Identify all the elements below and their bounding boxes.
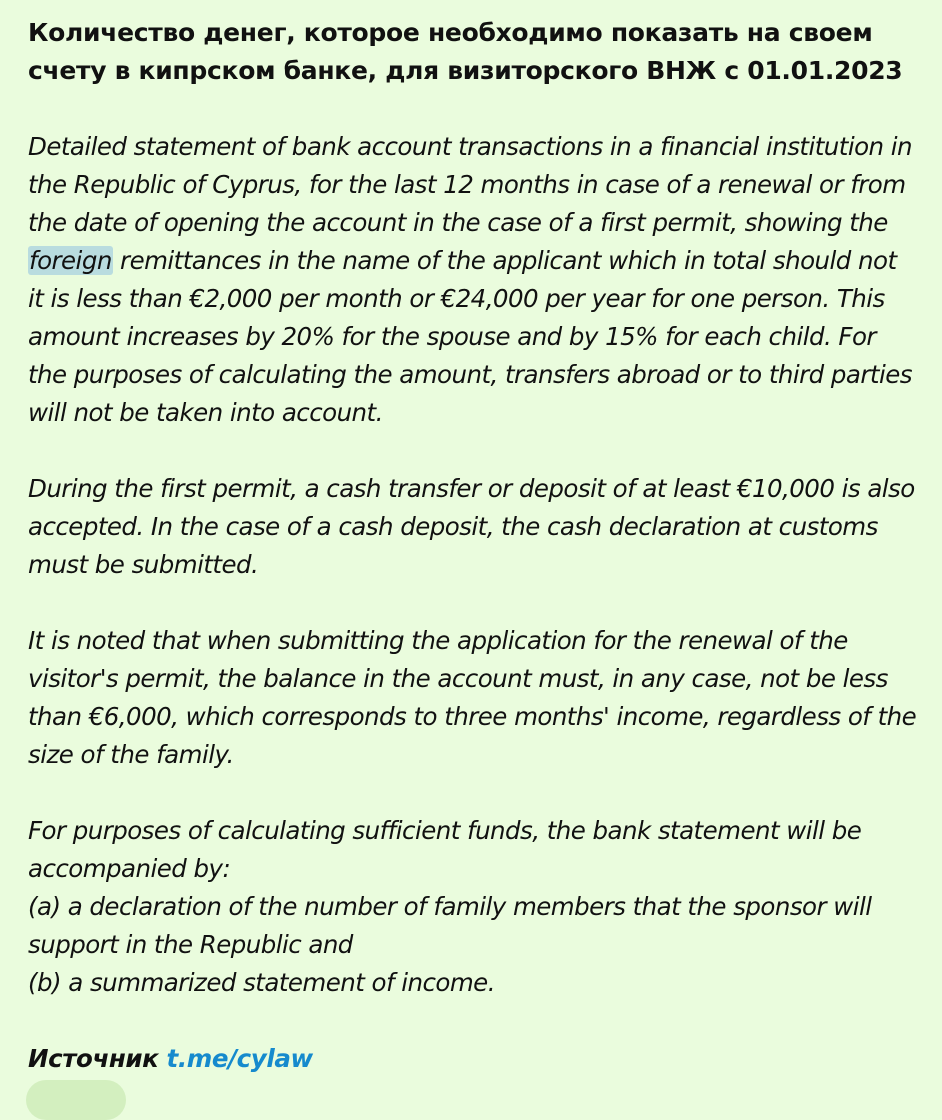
spacer (28, 774, 918, 812)
paragraph-first-permit: During the first permit, a cash transfer or deposit of at least €10,000 is also accepted. In the case of a cash deposit, the cash declaration at customs must be submitted. (28, 474, 915, 579)
spacer (28, 1002, 918, 1040)
spacer (28, 90, 918, 128)
paragraph-supporting-documents: For purposes of calculating sufficient funds, the bank statement will be accompanied by: (a) a declaration of the number of family members that the sponsor will support in the Republic and (b) a summarized statement of income. (28, 816, 872, 997)
source-link[interactable]: t.me/cylaw (166, 1044, 313, 1073)
message-content (28, 14, 918, 1078)
message-title: Количество денег, которое необходимо показать на своем счету в кипрском банке, для визиторского ВНЖ с 01.01.2023 (28, 18, 903, 85)
paragraph-text-end: remittances in the name of the applicant which in total should not it is less than €2,000 per month or €24,000 per year for one person. This amount increases by 20% for the spouse and by 15% for each child. For the purposes of calculating the amount, transfers abroad or to third parties will not be taken into account. (28, 246, 912, 427)
source-line (28, 1040, 918, 1078)
spacer (28, 584, 918, 622)
paragraph-income-requirements (28, 128, 918, 432)
paragraph-text-start: Detailed statement of bank account transactions in a financial institution in the Republic of Cyprus, for the last 12 months in case of a renewal or from the date of opening the account in the case of a first permit, showing the (28, 132, 912, 237)
paragraph-renewal-balance: It is noted that when submitting the application for the renewal of the visitor's permit, the balance in the account must, in any case, not be less than €6,000, which corresponds to three months' income, regardless of the size of the family. (28, 626, 917, 769)
spacer (28, 432, 918, 470)
source-label: Источник (28, 1044, 159, 1073)
selected-word-highlight[interactable]: foreign (29, 246, 112, 275)
reaction-pill[interactable] (26, 1080, 126, 1120)
